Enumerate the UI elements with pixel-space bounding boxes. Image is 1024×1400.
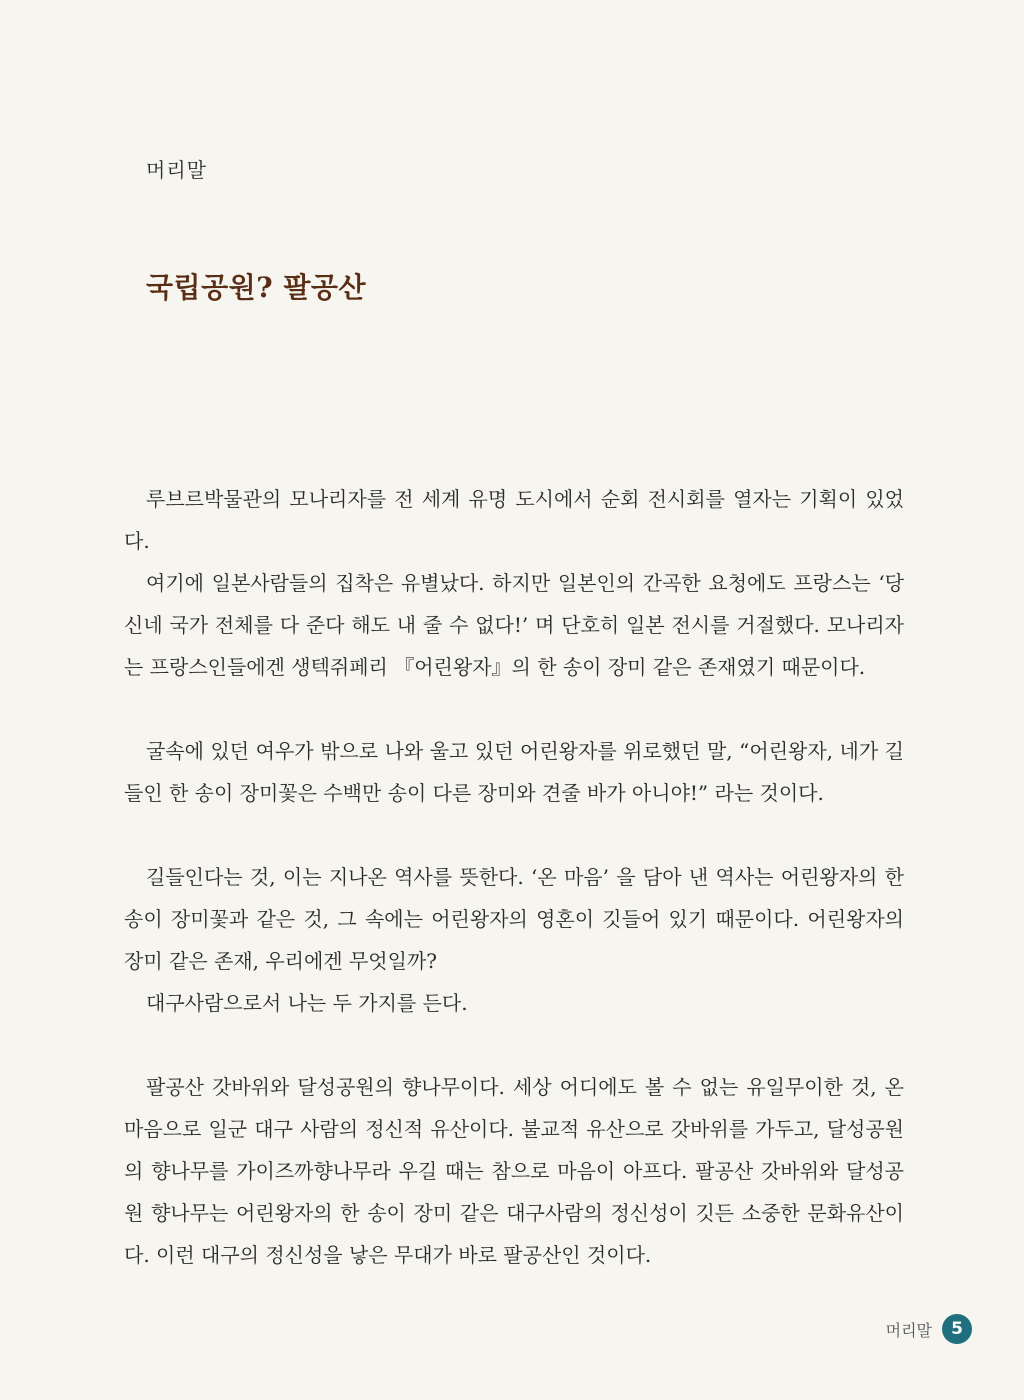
section-label: 머리말: [146, 158, 207, 182]
page-title: 국립공원? 팔공산: [146, 271, 366, 304]
paragraph-gap: [124, 1024, 904, 1066]
paragraph-gap: [124, 814, 904, 856]
paragraph-2: 여기에 일본사람들의 집착은 유별났다. 하지만 일본인의 간곡한 요청에도 프랑스는 ‘당신네 국가 전체를 다 준다 해도 내 줄 수 없다!’ 며 단호히 일본 전시를 거절했다. 모나리자는 프랑스인들에겐 생텍쥐페리 『어린왕자』의 한 송이 장미 같은 존재였기 때문이다.: [124, 571, 904, 679]
page-footer: [886, 1314, 972, 1344]
body-text: [124, 478, 904, 1276]
footer-section-label: 머리말: [885, 1320, 932, 1340]
paragraph-3: 굴속에 있던 여우가 밖으로 나와 울고 있던 어린왕자를 위로했던 말, “어린왕자, 네가 길들인 한 송이 장미꽃은 수백만 송이 다른 장미와 견줄 바가 아니야!” 라는 것이다.: [124, 739, 904, 805]
paragraph-5: 대구사람으로서 나는 두 가지를 든다.: [146, 991, 468, 1015]
paragraph-6: 팔공산 갓바위와 달성공원의 향나무이다. 세상 어디에도 볼 수 없는 유일무이한 것, 온 마음으로 일군 대구 사람의 정신적 유산이다. 불교적 유산으로 갓바위를 가두고, 달성공원의 향나무를 가이즈까향나무라 우길 때는 참으로 마음이 아프다. 팔공산 갓바위와 달성공원 향나무는 어린왕자의 한 송이 장미 같은 대구사람의 정신성이 깃든 소중한 문화유산이다. 이런 대구의 정신성을 낳은 무대가 바로 팔공산인 것이다.: [124, 1075, 904, 1267]
page-number-badge: 5: [942, 1314, 972, 1344]
paragraph-gap: [124, 688, 904, 730]
paragraph-1: 루브르박물관의 모나리자를 전 세계 유명 도시에서 순회 전시회를 열자는 기획이 있었다.: [124, 487, 904, 553]
paragraph-4: 길들인다는 것, 이는 지나온 역사를 뜻한다. ‘온 마음’ 을 담아 낸 역사는 어린왕자의 한 송이 장미꽃과 같은 것, 그 속에는 어린왕자의 영혼이 깃들어 있기 때문이다. 어린왕자의 장미 같은 존재, 우리에겐 무엇일까?: [124, 865, 904, 973]
